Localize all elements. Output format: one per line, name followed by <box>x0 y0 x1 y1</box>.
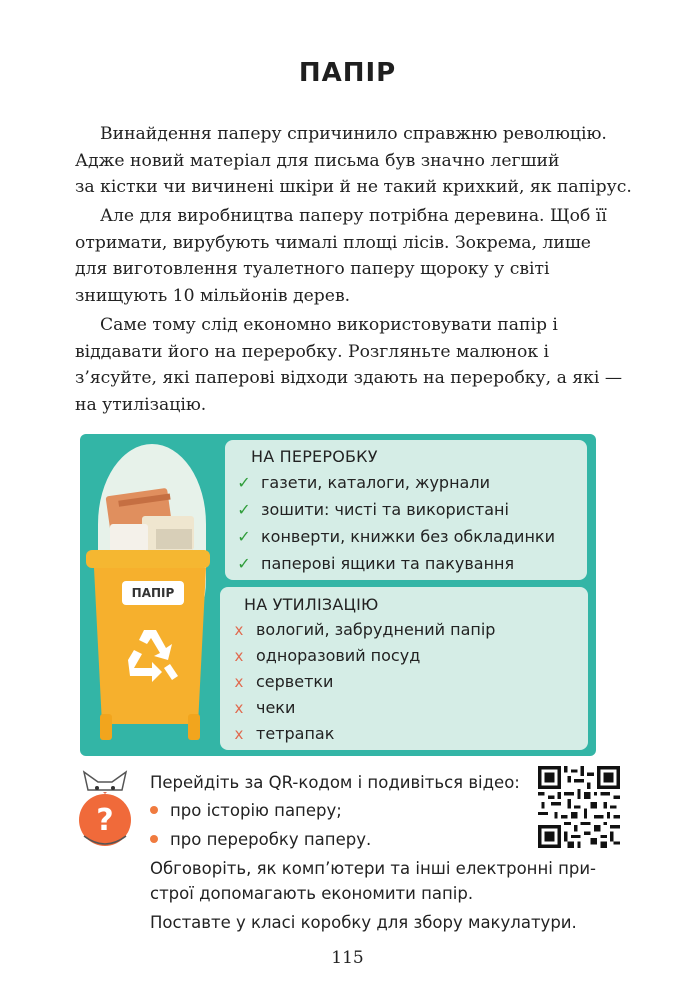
cross-icon: х <box>234 725 244 743</box>
cross-icon: х <box>234 647 244 665</box>
paragraph-line: для виготовлення туалетного паперу щороку у світі <box>75 259 550 279</box>
svg-text:?: ? <box>96 803 114 838</box>
page-title: ПАПІР <box>298 58 397 88</box>
bullet-dot <box>150 835 158 843</box>
bullet-dot <box>150 806 158 814</box>
paragraph-line: знищують 10 мільйонів дерев. <box>75 285 351 306</box>
discuss-line: строї допомагають економити папір. <box>150 884 474 903</box>
page-number: 115 <box>331 948 364 968</box>
dispose-item: х одноразовий посуд <box>228 646 420 665</box>
dispose-item: х серветки <box>228 672 333 691</box>
qr-code-icon[interactable] <box>538 766 620 848</box>
recycle-box <box>225 440 587 580</box>
paragraph-line: Винайдення паперу спричинило справжню революцію. <box>100 124 607 144</box>
paragraph-3 <box>75 312 623 418</box>
check-icon: ✓ <box>237 527 251 546</box>
paragraph-line: Адже новий матеріал для письма був значно легший <box>75 150 560 171</box>
cross-icon: х <box>234 699 244 717</box>
recycle-item: ✓ зошити: чисті та використані <box>233 500 509 519</box>
discuss-line: Обговоріть, як комп’ютери та інші електронні при- <box>150 859 597 878</box>
cross-icon: х <box>234 621 244 639</box>
action-text: Поставте у класі коробку для збору макулатури. <box>150 913 577 932</box>
paragraph-line: віддавати його на переробку. Розгляньте малюнок і <box>75 341 550 362</box>
dispose-item: х чеки <box>228 698 295 717</box>
recycling-infographic <box>80 434 596 756</box>
bullet-item: про історію паперу; <box>150 801 342 820</box>
paragraph-line: за кістки чи вичинені шкіри й не такий крихкий, як папірус. <box>75 177 632 197</box>
recycle-heading: НА ПЕРЕРОБКУ <box>251 447 378 466</box>
recycle-item: ✓ конверти, книжки без обкладинки <box>233 527 555 546</box>
recycle-item: ✓ газети, каталоги, журнали <box>233 473 490 492</box>
check-icon: ✓ <box>237 554 251 573</box>
dispose-item: х тетрапак <box>228 724 334 743</box>
dispose-box <box>220 587 588 750</box>
paragraph-2 <box>75 203 620 309</box>
qr-intro: Перейдіть за QR-кодом і подивіться відео: <box>150 773 520 792</box>
recycle-icon <box>120 626 180 684</box>
dispose-item: х вологий, забруднений папір <box>228 620 495 639</box>
paragraph-1 <box>75 121 632 201</box>
paragraph-line: Але для виробництва паперу потрібна деревина. Щоб її <box>100 206 607 226</box>
dispose-heading: НА УТИЛІЗАЦІЮ <box>244 595 379 614</box>
paragraph-line: з’ясуйте, які паперові відходи здають на переробку, а які — <box>75 368 623 388</box>
recycle-item: ✓ паперові ящики та пакування <box>233 554 514 573</box>
paragraph-line: на утилізацію. <box>75 394 207 415</box>
cross-icon: х <box>234 673 244 691</box>
check-icon: ✓ <box>237 500 251 519</box>
bullet-item: про переробку паперу. <box>150 830 371 849</box>
paragraph-line: отримати, вирубують чималі площі лісів. Зокрема, лише <box>75 232 591 253</box>
question-cat-icon <box>70 768 140 848</box>
bin-label: ПАПІР <box>122 581 184 605</box>
paragraph-line: Саме тому слід економно використовувати папір і <box>100 315 558 335</box>
check-icon: ✓ <box>237 473 251 492</box>
